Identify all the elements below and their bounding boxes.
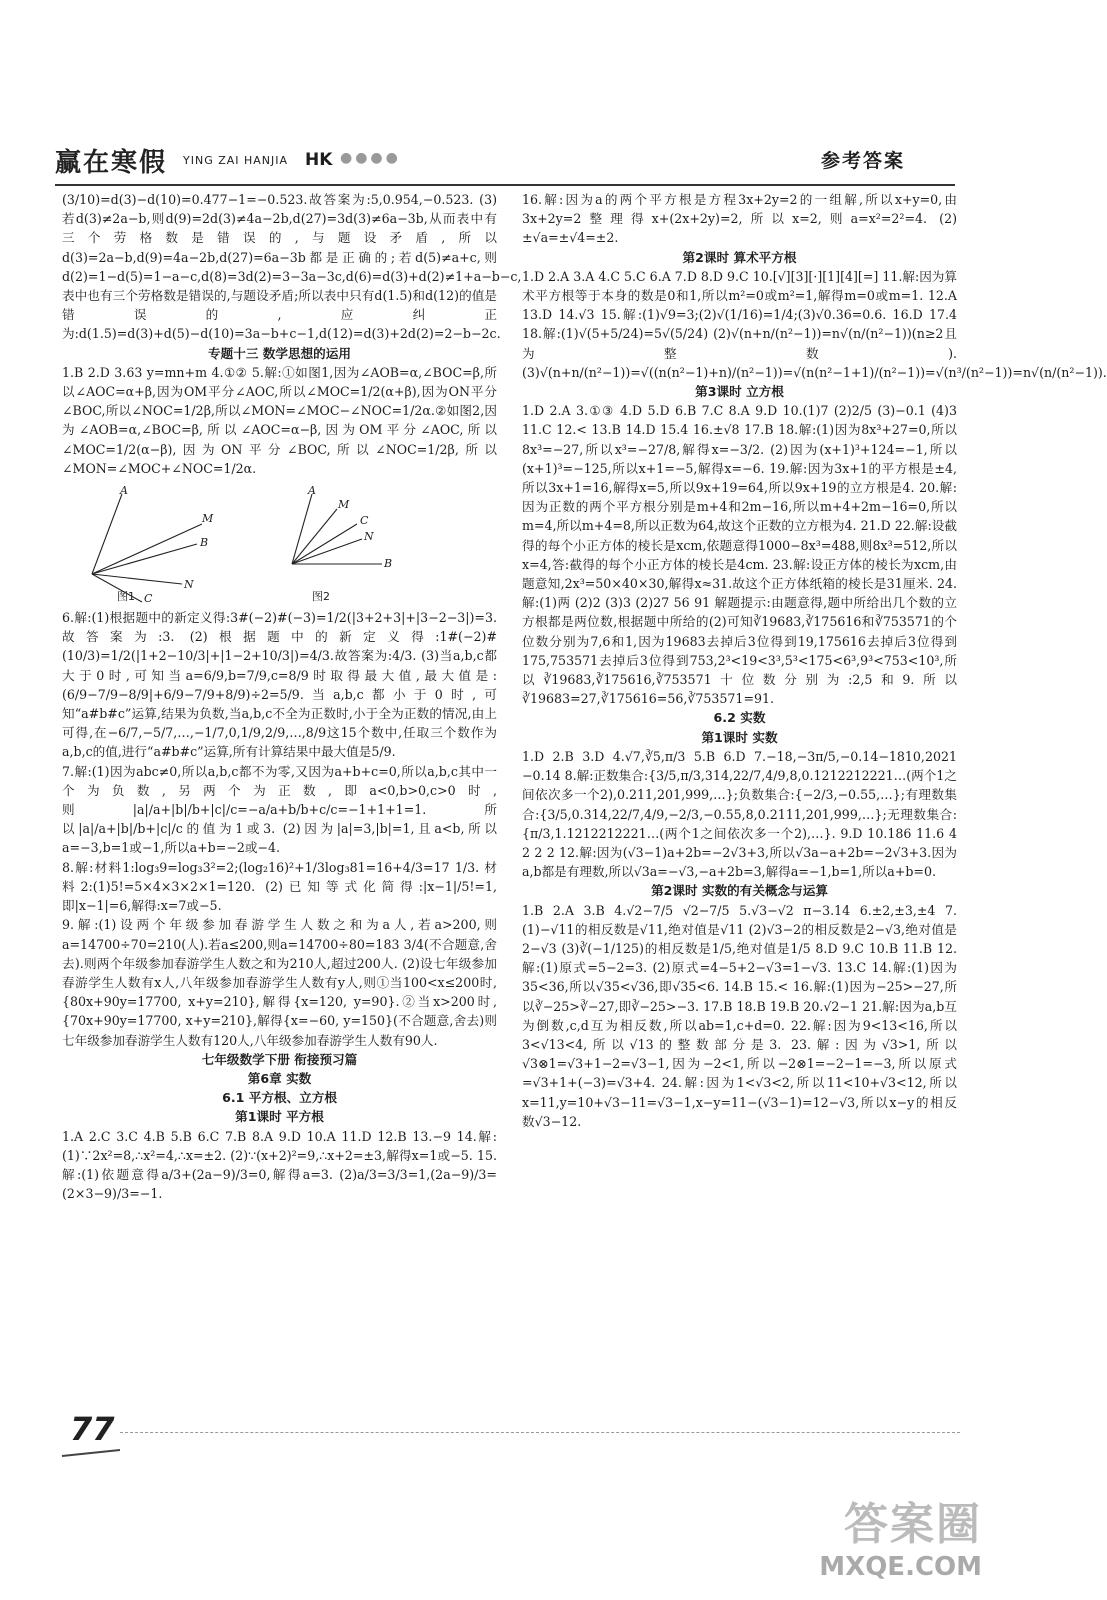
- answer-block: 16.解:因为a的两个平方根是方程3x+2y=2的一组解,所以x+y=0,由3x+2y=2整理得x+(2x+2y)=2,所以x=2,则a=x²=2²=4. (2)±√a=±√4=±2.: [522, 192, 957, 246]
- left-column: [62, 190, 522, 1203]
- answer-block: 6.解:(1)根据题中的新定义得:3#(−2)#(−3)=1/2(|3+2+3|+|3−2−3|)=3.故答案为:3. (2)根据题中的新定义得:1#(−2)#(10/3)=1/2(|1+2−10/3|+|1−2+10/3|)=4/3.故答案为:4/3. (3)当a,b,c都大于0时,可知当a=6/9,b=7/9,c=8/9时取得最大值,最大值是:(6/9−7/9−8/9|+6/9−7/9+8/9)÷2=5/9.当a,b,c都小于0时,可知“a#b#c”运算,结果为负数,当a,b,c不全为正数时,小于全为正数的情况,由上可得,在−6/7,−5/7,…,−1/7,0,1/9,2/9,…,8/9这15个数中,任取三个数作为a,b,c的值,进行“a#b#c”运算,所有计算结果中最大值是5/9.: [62, 610, 497, 760]
- point-label: C: [144, 592, 153, 606]
- footer-divider: [120, 1432, 960, 1433]
- lesson-heading: 第1课时 平方根: [235, 1109, 324, 1125]
- point-label: M: [202, 512, 214, 526]
- page-number: 77: [70, 1410, 115, 1448]
- lesson-heading: 第2课时 实数的有关概念与运算: [651, 883, 828, 899]
- lesson-heading: 第1课时 实数: [701, 729, 778, 745]
- section-heading: 6.1 平方根、立方根: [222, 1090, 337, 1106]
- brand-pinyin: YING ZAI HANJIA: [183, 154, 289, 167]
- point-label: N: [184, 578, 194, 592]
- lesson-heading: 第3课时 立方根: [695, 384, 784, 400]
- answer-block: 1.A 2.C 3.C 4.B 5.B 6.C 7.B 8.A 9.D 10.A 11.D 12.B 13.−9 14.解:(1)∵2x²=8,∴x²=4,∴x=±2. (2)∵(x+2)²=9,∴x+2=±3,解得x=1或−5. 15.解:(1)依题意得a/3+(2a−9)/3=0,解得a=3. (2)a/3=3/3=1,(2a−9)/3=(2×3−9)/3=−1.: [62, 1128, 497, 1202]
- decorative-dots: ●●●●: [340, 150, 401, 166]
- figure-caption: 图2: [312, 590, 330, 604]
- edition-label: HK: [305, 150, 333, 170]
- section-title: 参考答案: [820, 150, 905, 172]
- lesson-heading: 第2课时 算术平方根: [682, 249, 797, 265]
- answer-block: 1.B 2.A 3.B 4.√2−7/5 √2−7/5 5.√3−√2 π−3.14 6.±2,±3,±4 7.(1)−√11的相反数是√11,绝对值是√11 (2)√3−2的相反数是2−√3,绝对值是2−√3 (3)∛(−1/125)的相反数是1/5,绝对值是1/5 8.D 9.C 10.B 11.B 12.解:(1)原式=5−2=3. (2)原式=4−5+2−√3=1−√3. 13.C 14.解:(1)因为35<36,所以√35<√36,即√35<6. 14.B 15.< 16.解:(1)因为−25>−27,所以∛−25>∛−27,即∛−25>−3. 17.B 18.B 19.B 20.√2−1 21.解:因为a,b互为倒数,c,d互为相反数,所以ab=1,c+d=0. 22.解:因为9<13<16,所以3<√13<4,所以√13的整数部分是3. 23.解:因为√3>1,所以√3⊗1=√3+1−2=√3−1,因为−2<1,所以−2⊗1=−2−1=−3,所以原式=√3+1+(−3)=√3+4. 24.解:因为1<√3<2,所以11<10+√3<12,所以x=11,y=10+√3−11=√3−1,x−y=11−(√3−1)=12−√3,所以x−y的相反数√3−12.: [522, 902, 957, 1129]
- answer-block: 8.解:材料1:log₃9=log₃3²=2;(log₂16)²+1/3log₃81=16+4/3=17 1/3. 材料2:(1)5!=5×4×3×2×1=120. (2)已知等式化简得:|x−1|/5!=1,即|x−1|=6,解得:x=7或−5.: [62, 859, 497, 914]
- answer-block: 9.解:(1)设两个年级参加春游学生人数之和为a人,若a>200,则a=14700÷70=210(人).若a≤200,则a=14700÷80=183 3/4(不合题意,舍去).则两个年级参加春游学生人数之和为210人,超过200人. (2)设七年级参加春游学生人数有x人,八年级参加春游学生人数有y人,则①当100<x≤200时,{80x+90y=17700, x+y=210},解得{x=120, y=90}.②当x>200时,{70x+90y=17700, x+y=210},解得{x=−60, y=150}(不合题意,舍去)则七年级参加春游学生人数有120人,八年级参加春游学生人数有90人.: [62, 917, 497, 1048]
- answer-block: (3/10)=d(3)−d(10)=0.477−1=−0.523.故答案为:5,0.954,−0.523. (3)若d(3)≠2a−b,则d(9)=2d(3)≠4a−2b,d(27)=3d(3)≠6a−3b,从而表中有三个劳格数是错误的,与题设矛盾,所以d(3)=2a−b,d(9)=4a−2b,d(27)=6a−3b都是正确的;若d(5)≠a+c,则d(2)=1−d(5)=1−a−c,d(8)=3d(2)=3−3a−3c,d(6)=d(3)+d(2)≠1+a−b−c,表中也有三个劳格数是错误的,与题设矛盾;所以表中只有d(1.5)和d(12)的值是错误的,应纠正为:d(1.5)=d(3)+d(5)−d(10)=3a−b+c−1,d(12)=d(3)+2d(2)=2−b−2c.: [62, 192, 522, 342]
- pen-icon: [60, 1448, 140, 1458]
- point-label: M: [338, 498, 350, 512]
- answer-block: 1.D 2.A 3.A 4.C 5.C 6.A 7.D 8.D 9.C 10.[√][3][·][1][4][=] 11.解:因为算术平方根等于本身的数是0和1,所以m²=0或m²=1,解得m=0或m=1. 12.A 13.D 14.√3 15.解:(1)√9=3;(2)√(1/16)=1/4;(3)√0.36=0.6. 16.D 17.4 18.解:(1)√(5+5/24)=5√(5/24) (2)√(n+n/(n²−1))=n√(n/(n²−1))(n≥2且为整数). (3)√(n+n/(n²−1))=√((n(n²−1)+n)/(n²−1))=√(n(n²−1+1)/(n²−1))=√(n³/(n²−1))=n√(n/(n²−1)).: [522, 268, 1107, 380]
- point-label: A: [120, 484, 128, 498]
- angle-figures: [62, 484, 482, 604]
- watermark-logo: 答案圈: [844, 1499, 982, 1550]
- point-label: A: [308, 484, 316, 498]
- section-heading: 6.2 实数: [713, 710, 766, 726]
- answer-block: 1.B 2.D 3.63 y=mn+m 4.①② 5.解:①如图1,因为∠AOB=α,∠BOC=β,所以∠AOC=α+β,因为OM平分∠AOC,所以∠MOC=1/2(α+β),因为ON平分∠BOC,所以∠NOC=1/2β,所以∠MON=∠MOC−∠NOC=1/2α.②如图2,因为∠AOB=α,∠BOC=β,所以∠AOC=α−β,因为OM平分∠AOC,所以∠MOC=1/2(α−β),因为ON平分∠BOC,所以∠NOC=1/2β,所以∠MON=∠MOC+∠NOC=1/2α.: [62, 364, 497, 476]
- page-header: [55, 142, 955, 178]
- brand-title: 赢在寒假: [55, 148, 168, 178]
- chapter-heading: 第6章 实数: [247, 1070, 312, 1086]
- watermark: [819, 1488, 982, 1582]
- answer-block: 1.D 2.A 3.①③ 4.D 5.D 6.B 7.C 8.A 9.D 10.(1)7 (2)2/5 (3)−0.1 (4)3 11.C 12.< 13.B 14.D 15.4 16.±√8 17.B 18.解:(1)因为8x³+27=0,所以8x³=−27,所以x³=−27/8,解得x=−3/2. (2)因为(x+1)³+124=−1,所以(x+1)³=−125,所以x+1=−5,解得x=−6. 19.解:因为3x+1的平方根是±4,所以3x+1=16,解得x=5,所以9x+19=64,所以9x+19的立方根是4. 20.解:因为正数的两个平方根分别是m+4和2m−16,所以m+4+2m−16=0,所以m=4,所以m+4=8,所以正数为64,故这个正数的立方根为4. 21.D 22.解:设截得的每个小正方体的棱长是xcm,依题意得1000−8x³=488,则8x³=512,所以x=4,答:截得的每个小正方体的棱长是4cm. 23.解:设正方体的棱长为xcm,由题意知,2x³=50×40×30,解得x≈31.故这个正方体纸箱的棱长是31厘米. 24.解:(1)两 (2)2 (3)3 (2)27 56 91 解题提示:由题意得,题中所给出几个数的立方根都是两位数,根据题中所给的(2)可知∛19683,∛175616和∛753571的个位数分别为7,6和1,因为19683去掉后3位得到19,175616去掉后3位得到175,753571去掉后3位得到753,2³<19<3³,5³<175<6³,9³<753<10³,所以∛19683,∛175616,∛753571十位数分别为:2,5和9.所以∛19683=27,∛175616=56,∛753571=91.: [522, 403, 957, 707]
- topic-heading: 专题十三 数学思想的运用: [208, 345, 351, 361]
- header-divider: [55, 184, 955, 186]
- watermark-url: MXQE.COM: [819, 1552, 982, 1582]
- answer-block: 7.解:(1)因为abc≠0,所以a,b,c都不为零,又因为a+b+c=0,所以a,b,c其中一个为负数,另两个为正数,即a<0,b>0,c>0时,则|a|/a+|b|/b+|c|/c=−a/a+b/b+c/c=−1+1+1=1.所以|a|/a+|b|/b+|c|/c的值为1或3. (2)因为|a|=3,|b|=1,且a<b,所以a=−3,b=1或−1,所以a+b=−2或−4.: [62, 763, 497, 856]
- point-label: B: [200, 536, 209, 550]
- right-column: [522, 190, 1107, 1131]
- point-label: B: [384, 557, 393, 571]
- answer-block: 1.D 2.B 3.D 4.√7,∛5,π/3 5.B 6.D 7.−18,−3π/5,−0.14−1810,2021 −0.14 8.解:正数集合:{3/5,π/3,314,22/7,4/9,8,0.1212212221…(两个1之间依次多一个2),0.211,201,999,…};负数集合:{−2/3,−0.55,…};有理数集合:{3/5,0.314,22/7,4/9,−2/3,−0.55,8,0.2111,201,999,…};无理数集合:{π/3,1.1212212221…(两个1之间依次多一个2),…}. 9.D 10.186 11.6 4 2 2 2 12.解:因为(√3−1)a+2b=−2√3+3,所以√3a−a+2b=−2√3+3.因为a,b都是有理数,所以√3a=−√3,−a+2b=3,解得a=−1,b=1,所以a+b=0.: [522, 748, 957, 880]
- part-heading: 七年级数学下册 衔接预习篇: [201, 1051, 358, 1067]
- figure-caption: 图1: [117, 590, 135, 604]
- point-label: C: [360, 514, 369, 528]
- point-label: N: [364, 530, 374, 544]
